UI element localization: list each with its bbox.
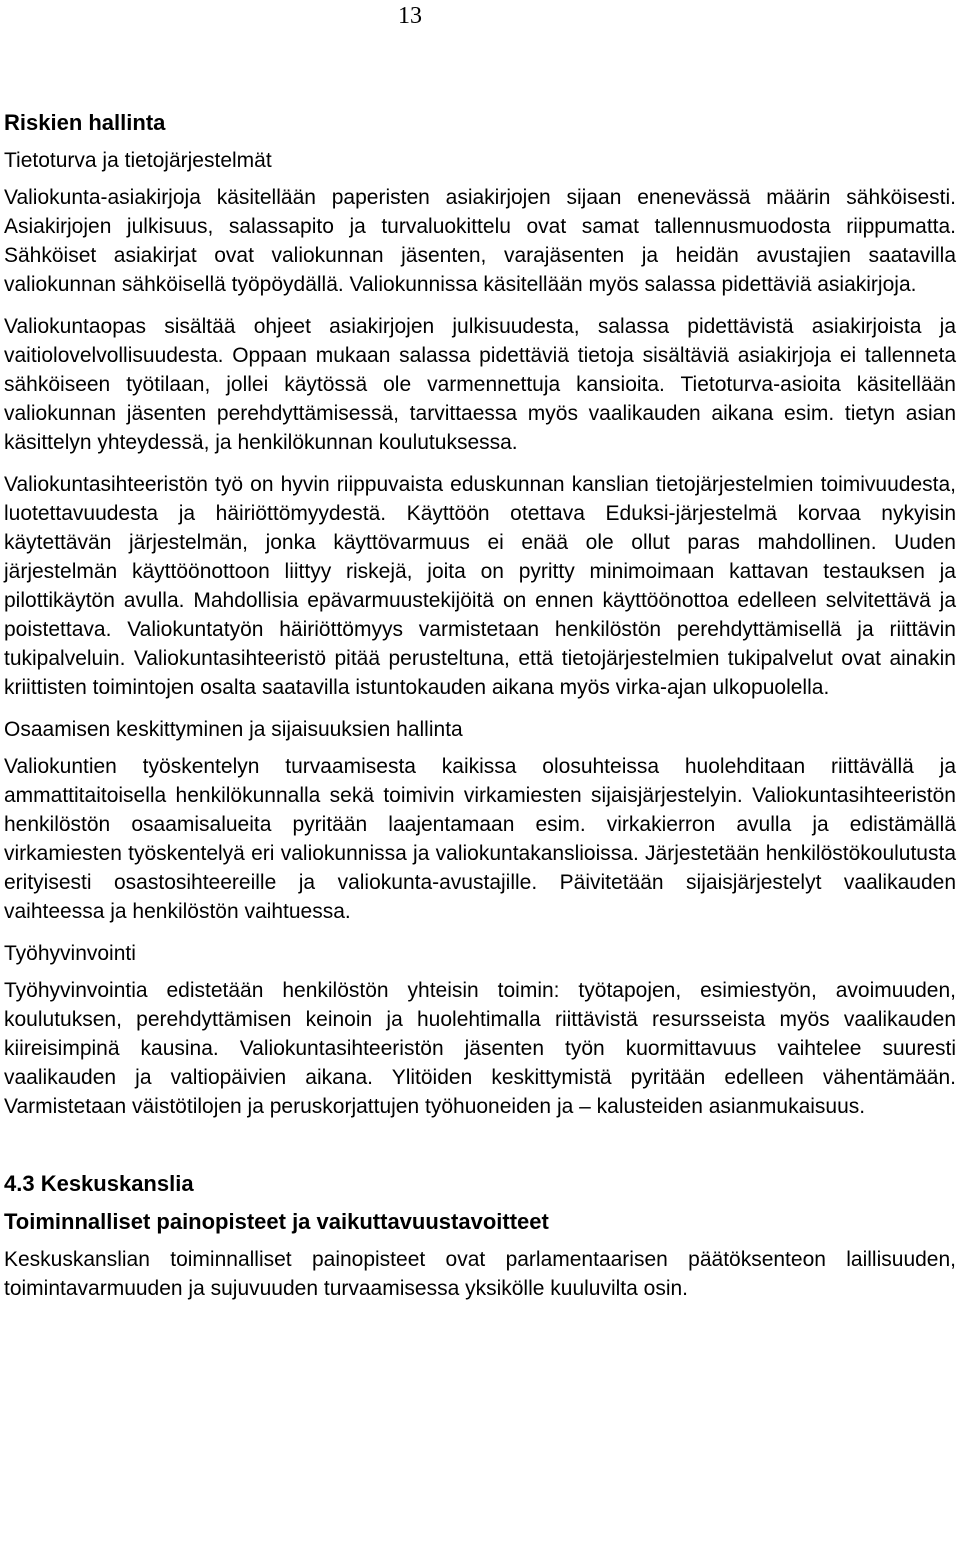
subheading-tietoturva: Tietoturva ja tietojärjestelmät (4, 149, 272, 172)
subheading-osaamisen-keskittyminen: Osaamisen keskittyminen ja sijaisuuksien hallinta (4, 718, 463, 741)
paragraph-tyohyvinvointi: Työhyvinvointia edistetään henkilöstön yhteisin toimin: työtapojen, esimiestyön, avoimuuden, koulutuksen, perehdyttämisen keinoin ja huolehtimalla riittävistä resursseista myös vaalikauden kiireisimpinä kausina. Valiokuntasihteeristön jäsenten työn kuormittavuus vaihtelee suuresti vaalikauden ja valtiopäivien aikana. Ylitöiden keskittymistä pyritään edelleen vähentämään. Varmistetaan väistötilojen ja peruskorjattujen työhuoneiden ja – kalusteiden asianmukaisuus. (4, 979, 956, 1118)
subheading-tyohyvinvointi: Työhyvinvointi (4, 942, 136, 965)
subtitle-painopisteet: Toiminnalliset painopisteet ja vaikuttavuustavoitteet (4, 1209, 549, 1234)
section-riskien-hallinta (4, 108, 956, 1121)
section-title-keskuskanslia: 4.3 Keskuskanslia (4, 1171, 194, 1196)
paragraph-tietoturva-1: Valiokunta-asiakirjoja käsitellään paperisten asiakirjojen sijaan enenevässä määrin sähköisesti. Asiakirjojen julkisuus, salassapito ja turvaluokittelu ovat samat tallennusmuodosta riippumatta. Sähköiset asiakirjat ovat valiokunnan jäsenten, varajäsenten ja heidän avustajien saatavilla valiokunnan sähköisellä työpöydällä. Valiokunnissa käsitellään myös salassa pidettäviä asiakirjoja. (4, 186, 956, 296)
page-number: 13 (398, 3, 422, 29)
paragraph-osaaminen: Valiokuntien työskentelyn turvaamisesta kaikissa olosuhteissa huolehditaan riittävällä ja ammattitaitoisella henkilökunnalla sekä toimivin virkamiesten sijaisjärjestelyin. Valiokuntasihteeristön henkilöstön osaamisalueita pyritään laajentamaan esim. virkakierron avulla ja edistämällä virkamiesten työskentelyä eri valiokunnissa ja valiokuntakanslioissa. Järjestetään henkilöstökoulutusta erityisesti osastosihteereille ja valiokunta-avustajille. Päivitetään sijaisjärjestelyt vaalikauden vaihteessa ja henkilöstön vaihtuessa. (4, 755, 956, 923)
paragraph-keskuskanslia: Keskuskanslian toiminnalliset painopisteet ovat parlamentaarisen päätöksenteon laillisuuden, toimintavarmuuden ja sujuvuuden turvaamisessa yksikölle kuuluvilta osin. (4, 1248, 956, 1300)
document-body (4, 108, 956, 1303)
paragraph-tietoturva-3: Valiokuntasihteeristön työ on hyvin riippuvaista eduskunnan kanslian tietojärjestelmien toimivuudesta, luotettavuudesta ja häiriöttömyydestä. Käyttöön otettava Eduksi-järjestelmä korvaa nykyisin käytettävän järjestelmän, jonka käyttövarmuus ei enää ole ollut paras mahdollinen. Uuden järjestelmän käyttöönottoon liittyy riskejä, joita on pyritty minimoimaan kattavan testauksen ja pilottikäytön avulla. Mahdollisia epävarmuustekijöitä on ennen käyttöönottoa edelleen selvitettävä ja poistettava. Valiokuntatyön häiriöttömyys varmistetaan henkilöstön perehdyttämisellä ja riittävin tukipalveluin. Valiokuntasihteeristö pitää perusteltuna, että tietojärjestelmien tukipalvelut ovat ainakin kriittisten toimintojen osalta saatavilla istuntokauden aikana myös virka-ajan ulkopuolella. (4, 473, 956, 699)
paragraph-tietoturva-2: Valiokuntaopas sisältää ohjeet asiakirjojen julkisuudesta, salassa pidettävistä asiakirjoista ja vaitiolovelvollisuudesta. Oppaan mukaan salassa pidettäviä tietoja sisältäviä asiakirjoja ei tallenneta sähköiseen työtilaan, jollei käytössä ole varmennettuja kansioita. Tietoturva-asioita käsitellään valiokunnan jäsenten perehdyttämisessä, tarvittaessa myös vaalikauden aikana esim. tietyn asian käsittelyn yhteydessä, ja henkilökunnan koulutuksessa. (4, 315, 956, 454)
section-keskuskanslia (4, 1169, 956, 1303)
section-title-riskien-hallinta: Riskien hallinta (4, 110, 166, 135)
